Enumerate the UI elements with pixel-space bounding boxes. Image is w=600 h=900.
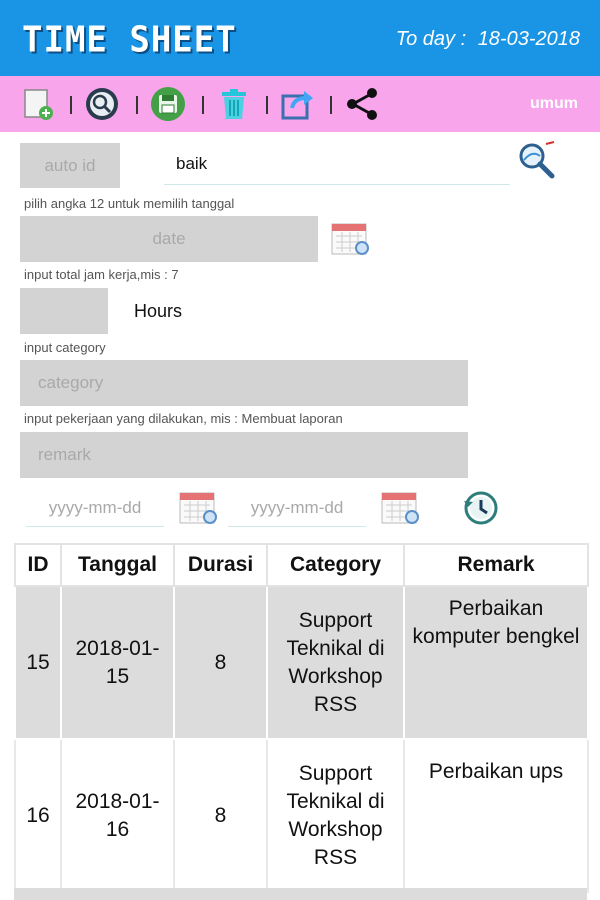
today-display [390, 28, 580, 51]
export-icon[interactable] [280, 86, 316, 122]
toolbar-separator [266, 96, 268, 114]
today-date: 18-03-2018 [477, 28, 580, 50]
cell-id: 15 [15, 586, 61, 739]
app-title: TIME SHEET [22, 19, 237, 61]
cell-durasi: 8 [174, 739, 267, 892]
today-label: To day : [395, 28, 467, 50]
cell-remark: Perbaikan komputer bengkel [404, 586, 588, 739]
table-row[interactable] [15, 739, 588, 892]
table-row[interactable] [15, 586, 588, 739]
toolbar-separator [136, 96, 138, 114]
trash-icon[interactable] [216, 86, 252, 122]
category-hint: input category [24, 340, 106, 355]
hours-hint: input total jam kerja,mis : 7 [24, 267, 179, 282]
toolbar [0, 76, 600, 132]
cell-tanggal: 2018-01-16 [61, 739, 174, 892]
toolbar-separator [202, 96, 204, 114]
table-footer [14, 888, 587, 900]
app-header [0, 0, 600, 76]
column-header-remark[interactable]: Remark [404, 544, 588, 586]
share-icon[interactable] [344, 86, 380, 122]
table-header-row [15, 544, 588, 586]
cell-id: 16 [15, 739, 61, 892]
new-document-icon[interactable] [20, 86, 56, 122]
timesheet-table [14, 543, 589, 893]
search-record-icon[interactable] [84, 86, 120, 122]
column-header-id[interactable]: ID [15, 544, 61, 586]
calendar-icon[interactable] [178, 489, 220, 527]
calendar-icon[interactable] [330, 220, 372, 258]
date-field[interactable]: date [20, 216, 318, 262]
save-icon[interactable] [150, 86, 186, 122]
remark-field[interactable]: remark [20, 432, 468, 478]
search-icon[interactable] [514, 140, 558, 182]
user-label: umum [530, 95, 578, 112]
toolbar-separator [330, 96, 332, 114]
category-field[interactable]: category [20, 360, 468, 406]
remark-hint: input pekerjaan yang dilakukan, mis : Membuat laporan [24, 411, 343, 426]
hours-field[interactable] [20, 288, 108, 334]
auto-id-field[interactable]: auto id [20, 143, 120, 188]
date-hint: pilih angka 12 untuk memilih tanggal [24, 196, 235, 211]
cell-category: Support Teknikal di Workshop RSS [267, 586, 404, 739]
history-icon[interactable] [460, 489, 502, 527]
cell-remark: Perbaikan ups [404, 739, 588, 892]
calendar-icon[interactable] [380, 489, 422, 527]
cell-category: Support Teknikal di Workshop RSS [267, 739, 404, 892]
cell-durasi: 8 [174, 586, 267, 739]
to-date-input[interactable]: yyyy-mm-dd [228, 489, 366, 527]
column-header-durasi[interactable]: Durasi [174, 544, 267, 586]
toolbar-separator [70, 96, 72, 114]
from-date-input[interactable]: yyyy-mm-dd [26, 489, 164, 527]
hours-label: Hours [134, 301, 183, 321]
column-header-category[interactable]: Category [267, 544, 404, 586]
column-header-tanggal[interactable]: Tanggal [61, 544, 174, 586]
cell-tanggal: 2018-01-15 [61, 586, 174, 739]
search-input[interactable]: baik [164, 143, 510, 185]
